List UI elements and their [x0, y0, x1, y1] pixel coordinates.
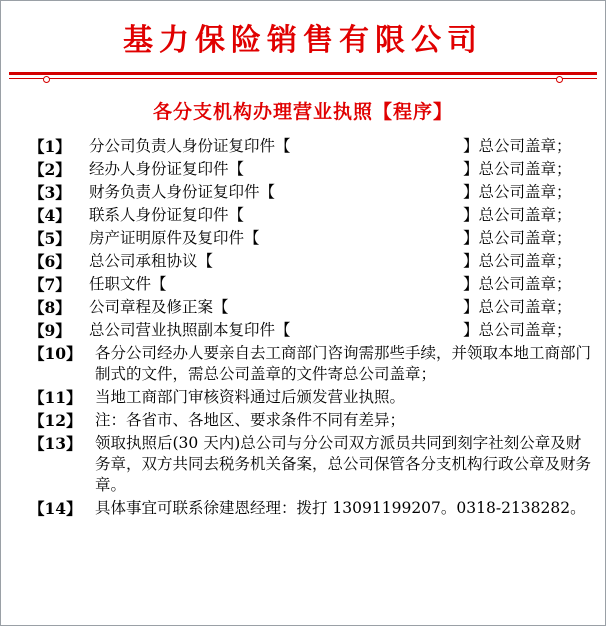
list-item-seal: 】总公司盖章； [463, 275, 572, 293]
procedure-list [1, 136, 605, 519]
list-item-index: 【6】 [29, 252, 71, 271]
list-item-text: 任职文件【 [89, 275, 167, 293]
list-item-text: 分公司负责人身份证复印件【 [89, 137, 291, 155]
list-item-index: 【10】 [29, 344, 82, 363]
list-item-index: 【2】 [29, 160, 71, 179]
list-item [29, 205, 595, 226]
list-item-seal: 】总公司盖章； [463, 252, 572, 270]
list-item-seal: 】总公司盖章； [463, 137, 572, 155]
divider-left-dot-icon [43, 76, 50, 83]
list-item-text: 总公司营业执照副本复印件【 [89, 321, 291, 339]
list-item-seal: 】总公司盖章； [463, 229, 572, 247]
list-item [29, 136, 595, 157]
list-item-text: 当地工商部门审核资料通过后颁发营业执照。 [95, 388, 406, 406]
list-item-text: 联系人身份证复印件【 [89, 206, 245, 224]
list-item-index: 【4】 [29, 206, 71, 225]
list-item [29, 274, 595, 295]
list-item-index: 【12】 [29, 411, 82, 430]
list-item-index: 【1】 [29, 137, 71, 156]
list-item-index: 【3】 [29, 183, 71, 202]
list-item-seal: 】总公司盖章； [463, 206, 572, 224]
list-item [29, 498, 595, 519]
list-item [29, 433, 595, 496]
divider-thick-line [9, 72, 597, 75]
list-item [29, 343, 595, 385]
list-item-index: 【7】 [29, 275, 71, 294]
list-item [29, 251, 595, 272]
list-item-index: 【8】 [29, 298, 71, 317]
list-item-text: 财务负责人身份证复印件【 [89, 183, 276, 201]
list-item-seal: 】总公司盖章； [463, 160, 572, 178]
list-item-text: 具体事宜可联系徐建恩经理：拨打 13091199207。0318-2138282。 [95, 499, 586, 517]
list-item-index: 【11】 [29, 388, 82, 407]
list-item-index: 【13】 [29, 434, 82, 453]
list-item-text: 注：各省市、各地区、要求条件不同有差异； [95, 411, 406, 429]
list-item-text: 总公司承租协议【 [89, 252, 214, 270]
list-item-index: 【14】 [29, 499, 82, 518]
list-item [29, 159, 595, 180]
list-item [29, 410, 595, 431]
list-item [29, 320, 595, 341]
list-item [29, 182, 595, 203]
divider-right-dot-icon [556, 76, 563, 83]
list-item [29, 387, 595, 408]
list-item-text: 各分公司经办人要亲自去工商部门咨询需那些手续，并领取本地工商部门制式的文件，需总公司盖章的文件寄总公司盖章； [95, 344, 592, 383]
list-item-index: 【9】 [29, 321, 71, 340]
list-item-seal: 】总公司盖章； [463, 321, 572, 339]
list-item-text: 公司章程及修正案【 [89, 298, 229, 316]
list-item-seal: 】总公司盖章； [463, 183, 572, 201]
document-heading: 各分支机构办理营业执照【程序】 [152, 101, 453, 123]
company-title: 基力保险销售有限公司 [123, 23, 483, 58]
list-item-text: 经办人身份证复印件【 [89, 160, 245, 178]
divider-thin-line [9, 78, 597, 79]
list-item-text: 房产证明原件及复印件【 [89, 229, 260, 247]
list-item-text: 领取执照后(30 天内)总公司与分公司双方派员共同到刻字社刻公章及财务章，双方共同去税务机关备案，总公司保管各分支机构行政公章及财务章。 [95, 434, 592, 494]
list-item-index: 【5】 [29, 229, 71, 248]
list-item [29, 297, 595, 318]
list-item-seal: 】总公司盖章； [463, 298, 572, 316]
decorative-divider [9, 69, 597, 83]
list-item [29, 228, 595, 249]
